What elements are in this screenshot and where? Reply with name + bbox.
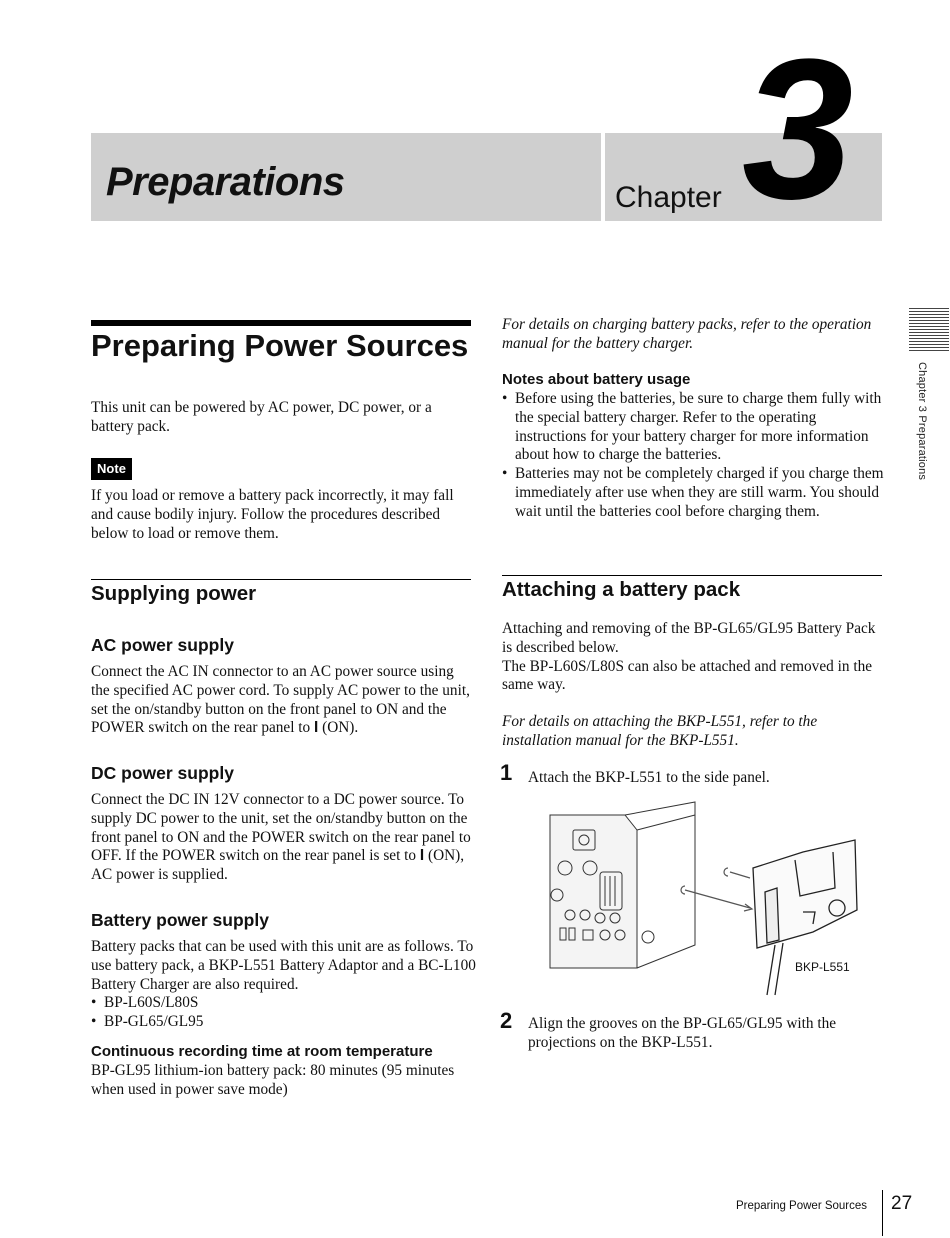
subsection-heading-attaching: Attaching a battery pack [502, 578, 741, 601]
footer-section-title: Preparing Power Sources [736, 1200, 868, 1212]
subsection-heading-supplying-power: Supplying power [91, 582, 257, 605]
list-item: • Before using the batteries, be sure to charge them fully with the special battery charger. Refer to the operating instructions for your battery charger for more information about how to charge the batteries. [502, 390, 887, 465]
chapter-label: Chapter [615, 181, 722, 214]
side-tab-marker [909, 308, 949, 352]
on-symbol: I [314, 719, 319, 737]
dc-power-heading: DC power supply [91, 763, 234, 783]
list-item: • BP-GL65/GL95 [91, 1013, 476, 1032]
footer-divider [882, 1190, 883, 1236]
step-text: Attach the BKP-L551 to the side panel. [528, 769, 770, 786]
note-paragraph: If you load or remove a battery pack incorrectly, it may fall and cause bodily injury. Follow the procedures described below to load or remove them. [91, 487, 454, 542]
heading-rule [91, 320, 471, 326]
attach-text-2: The BP-L60S/L80S can also be attached and removed in the same way. [502, 657, 873, 694]
battery-text: Battery packs that can be used with this unit are as follows. To use battery pack, a BKP-L551 Battery Adaptor and a BC-L100 Battery Charger are also required. [91, 938, 476, 993]
subsection-rule [502, 575, 882, 576]
notes-list [502, 390, 887, 522]
chapter-number: 3 [742, 18, 854, 241]
intro-paragraph: This unit can be powered by AC power, DC power, or a battery pack. [91, 399, 432, 435]
notes-list-container [502, 390, 887, 522]
subsection-rule [91, 579, 471, 580]
notes-heading: Notes about battery usage [502, 371, 691, 388]
bkp-l551-illustration [545, 800, 865, 1000]
on-symbol: I [419, 847, 425, 865]
chapter-title: Preparations [106, 160, 345, 204]
step-text: Align the grooves on the BP-GL65/GL95 with the projections on the BKP-L551. [528, 1015, 837, 1051]
attachment-arrows [681, 868, 752, 911]
ac-power-heading: AC power supply [91, 635, 234, 655]
ac-text-end: (ON). [322, 719, 359, 737]
list-item: • BP-L60S/L80S [91, 994, 476, 1013]
dc-power-paragraph [91, 791, 476, 885]
section-title: Preparing Power Sources [91, 328, 469, 363]
continuous-recording-paragraph: BP-GL95 lithium-ion battery pack: 80 minutes (95 minutes when used in power save mode) [91, 1062, 455, 1098]
unit-rear-panel-drawing [550, 802, 695, 968]
battery-list [91, 994, 476, 1032]
ac-power-paragraph [91, 663, 476, 738]
dc-text: Connect the DC IN 12V connector to a DC power source. To supply DC power to the unit, set the on/standby button on the front panel to ON and the POWER switch on the rear panel to OFF. If the POWER switch on the rear panel is set to [91, 791, 471, 865]
note-badge: Note [91, 458, 132, 480]
ac-text: Connect the AC IN connector to an AC power source using the specified AC power cord. To supply AC power to the unit, set the on/standby button on the front panel to ON and the POWER switch on the rear panel to [91, 663, 470, 737]
charging-reference: For details on charging battery packs, refer to the operation manual for the battery charger. [502, 316, 872, 352]
step-number: 2 [500, 1008, 513, 1033]
dc-text-end: (ON), AC power is supplied. [91, 847, 465, 884]
attach-text-1: Attaching and removing of the BP-GL65/GL95 Battery Pack is described below. [502, 620, 876, 656]
continuous-recording-heading: Continuous recording time at room temperature [91, 1043, 433, 1060]
battery-power-paragraph [91, 938, 476, 1032]
list-item: • Batteries may not be completely charged if you charge them immediately after use when they are still warm. You should wait until the batteries cool before charging them. [502, 465, 887, 521]
attach-reference: For details on attaching the BKP-L551, refer to the installation manual for the BKP-L551. [502, 713, 818, 749]
side-tab-label: Chapter 3 Preparations [916, 362, 928, 481]
step-number: 1 [500, 760, 513, 785]
attach-paragraph [502, 620, 887, 695]
page-number: 27 [891, 1193, 913, 1214]
battery-power-heading: Battery power supply [91, 910, 269, 930]
figure-label: BKP-L551 [795, 960, 850, 974]
